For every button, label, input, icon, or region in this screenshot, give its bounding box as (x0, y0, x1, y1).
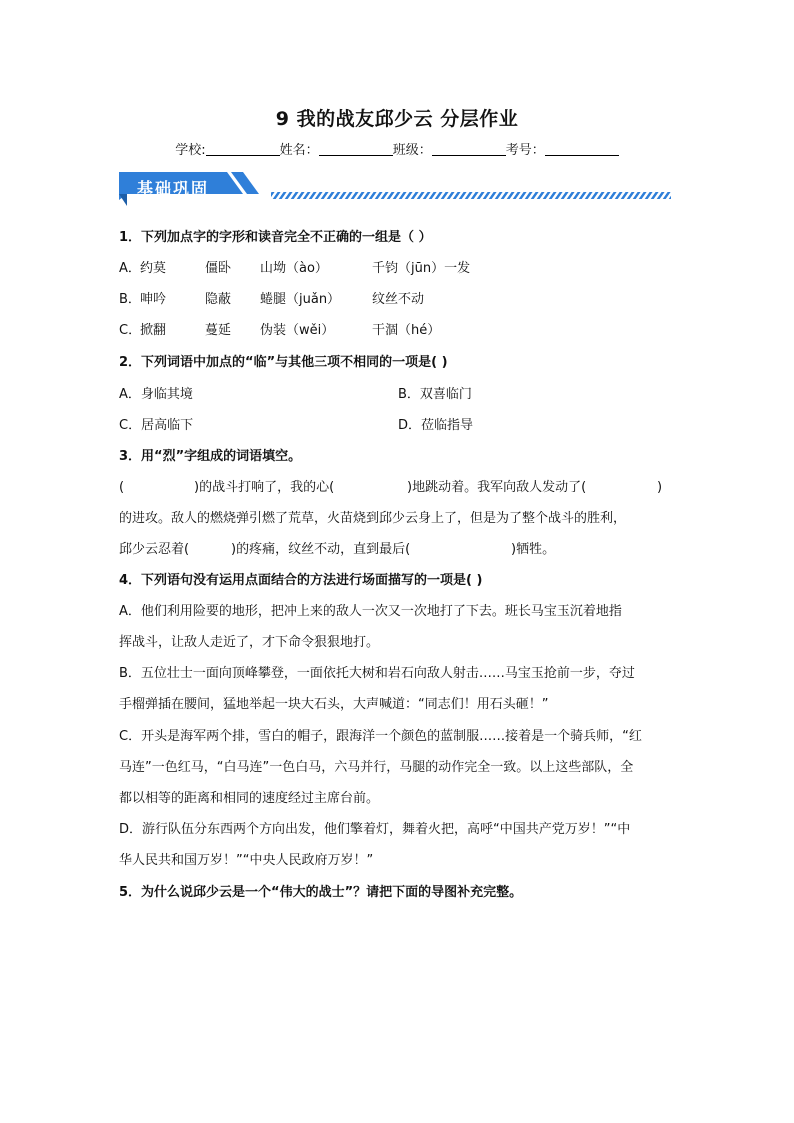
q4-line: 挥战斗，让敌人走近了，才下命令狠狠地打。 (119, 635, 380, 650)
q4-line: 华人民共和国万岁！”“中央人民政府万岁！” (119, 853, 374, 868)
page-title: 9 我的战友邱少云 分层作业 (275, 108, 519, 130)
q3-line-1: ( )的战斗打响了，我的心( )地跳动着。我军向敌人发动了( ) (119, 480, 663, 495)
q2-option-d: D．莅临指导 (398, 418, 474, 433)
name-label: 姓名： (279, 143, 319, 158)
q3-line-3: 邱少云忍着( )的疼痛，纹丝不动，直到最后( )牺牲。 (119, 542, 556, 557)
q4-line: 手榴弹插在腰间，猛地举起一块大石头，大声喊道：“同志们！用石头砸！” (119, 697, 549, 712)
q4-stem: 4．下列语句没有运用点面结合的方法进行场面描写的一项是( ) (119, 573, 483, 588)
q2-option-c: C．居高临下 (119, 418, 194, 433)
q3-line-2: 的进攻。敌人的燃烧弹引燃了荒草，火苗烧到邱少云身上了，但是为了整个战斗的胜利， (119, 511, 627, 526)
q3-stem: 3．用“烈”字组成的词语填空。 (119, 449, 302, 464)
q4-line: D．游行队伍分东西两个方向出发，他们擎着灯，舞着火把，高呼“中国共产党万岁！”“中 (119, 822, 631, 837)
q1-stem: 1．下列加点字的字形和读音完全不正确的一组是（ ） (119, 230, 432, 245)
class-label: 班级： (392, 143, 432, 158)
exam-no-label: 考号： (505, 143, 545, 158)
q4-line: A．他们利用险要的地形，把冲上来的敌人一次又一次地打了下去。班长马宝玉沉着地指 (119, 604, 622, 619)
q2-option-a: A．身临其境 (119, 387, 193, 402)
q4-line: B．五位壮士一面向顶峰攀登，一面依托大树和岩石向敌人射击……马宝玉抢前一步，夺过 (119, 666, 635, 681)
exam-no-blank[interactable] (545, 143, 619, 156)
banner-stripes (271, 192, 671, 199)
section-label: 基础巩固 (137, 179, 210, 198)
school-label: 学校: (175, 143, 206, 158)
q1-option-b: B． 呻吟 隐蔽 蜷腿（juǎn） 纹丝不动 (119, 292, 425, 307)
q1-option-c: C． 掀翻 蔓延 伪装（wěi） 干涸（hé） (119, 323, 441, 338)
school-blank[interactable] (206, 143, 280, 156)
class-blank[interactable] (432, 143, 506, 156)
q2-stem: 2．下列词语中加点的“临”与其他三项不相同的一项是( ) (119, 355, 448, 370)
q1-option-a: A． 约莫 僵卧 山坳（ào） 千钧（jūn）一发 (119, 261, 471, 276)
q2-option-b: B．双喜临门 (398, 387, 472, 402)
q4-line: 都以相等的距离和相同的速度经过主席台前。 (119, 791, 380, 806)
name-blank[interactable] (319, 143, 393, 156)
student-info-row (0, 139, 794, 158)
q5-stem: 5．为什么说邱少云是一个“伟大的战士”？请把下面的导图补充完整。 (119, 885, 523, 900)
q4-line: 马连”一色红马，“白马连”一色白马，六马并行，马腿的动作完全一致。以上这些部队，全 (119, 760, 634, 775)
q4-line: C．开头是海军两个排，雪白的帽子，跟海洋一个颜色的蓝制服……接着是一个骑兵师，“红 (119, 729, 642, 744)
